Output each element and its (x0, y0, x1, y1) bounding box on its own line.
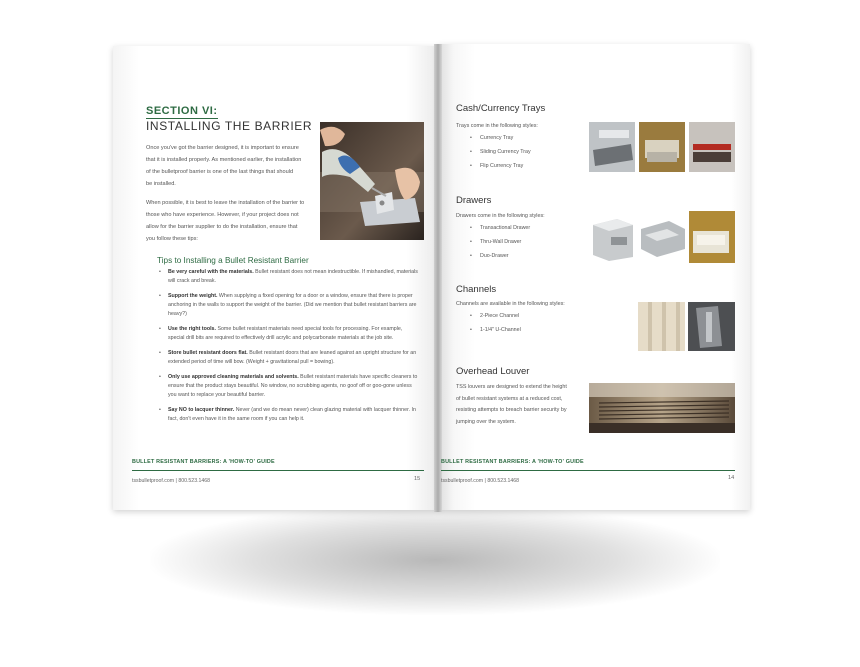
right-footer-title: BULLET RESISTANT BARRIERS: A 'HOW-TO' GUIDE (441, 459, 584, 465)
right-footer-rule (441, 470, 735, 471)
tips-title: Tips to Installing a Bullet Resistant Barrier (157, 256, 309, 265)
text-line: jumping over the system. (456, 418, 516, 425)
book-shadow (150, 505, 720, 615)
text-line: those who have experience. However, if your project does not (146, 212, 299, 218)
drawers-photos (589, 211, 735, 263)
tip-text: Bullet resistant doors that are leaned against an upright structure for an extended period of time will bow. (Weight + gravitational pull = bowing). (168, 350, 417, 365)
list-item (168, 292, 420, 319)
tip-bold: Be very careful with the materials. (168, 269, 254, 275)
louver-illustration (589, 383, 735, 433)
drawers-intro: Drawers come in the following styles: (456, 213, 545, 219)
text-line: allow for the barrier supplier to do the installation, ensure that (146, 224, 298, 230)
tip-bold: Store bullet resistant doors flat. (168, 350, 248, 356)
intro-paragraph-1 (146, 142, 316, 190)
channels-photos (638, 302, 735, 351)
list-item (168, 349, 420, 367)
tip-text: Bullet resistant does not mean indestructible. If mishandled, materials will crack and break. (168, 269, 418, 284)
left-footer-title: BULLET RESISTANT BARRIERS: A 'HOW-TO' GUIDE (132, 459, 275, 465)
list-item (168, 406, 420, 424)
louver-photo (589, 383, 735, 433)
list-item: • Duo-Drawer (480, 249, 530, 263)
heading-channels: Channels (456, 284, 497, 295)
installation-photo (320, 122, 424, 240)
text-line: of bullet resistant systems at a reduced cost, (456, 395, 563, 402)
tip-text: Never (and we do mean never) clean glazing material with lacquer thinner. In fact, don't even have it in the same room if you can help it. (168, 407, 416, 422)
list-item: • Thru-Wall Drawer (480, 235, 530, 249)
trays-illustration (589, 122, 735, 172)
text-line: resisting attempts to breach barrier security by (456, 407, 567, 413)
list-item: • Flip Currency Tray (480, 159, 531, 173)
text-line: When possible, it is best to leave the installation of the barrier to (146, 200, 305, 206)
tip-text: When supplying a fixed opening for a door or a window, ensure that there is proper anchoring in the walls to support the weight of the barrier. (Did we mention that bullet resistant barriers are heavy?) (168, 293, 417, 317)
tip-bold: Use the right tools. (168, 326, 216, 332)
section-title: INSTALLING THE BARRIER (146, 119, 313, 133)
channels-intro: Channels are available in the following styles: (456, 301, 565, 307)
list-item (168, 373, 420, 400)
tips-list (158, 268, 420, 430)
right-page-number: 14 (728, 475, 735, 481)
text-line: you follow these tips: (146, 236, 198, 242)
text-line: that it is installed properly. As mentioned earlier, the installation (146, 157, 302, 163)
trays-photos (589, 122, 735, 172)
right-footer-contact: tssbulletproof.com | 800.523.1468 (441, 478, 520, 484)
heading-trays: Cash/Currency Trays (456, 103, 546, 114)
list-item: • 1-1/4" U-Channel (480, 323, 521, 337)
heading-louver: Overhead Louver (456, 366, 530, 377)
text-line: TSS louvers are designed to extend the height (456, 384, 567, 390)
tip-bold: Only use approved cleaning materials and solvents. (168, 374, 299, 380)
heading-drawers: Drawers (456, 195, 492, 206)
channels-illustration (638, 302, 735, 351)
tip-bold: Support the weight. (168, 293, 218, 299)
section-tag: SECTION VI: (146, 105, 218, 117)
left-footer-contact: tssbulletproof.com | 800.523.1468 (132, 478, 211, 484)
trays-list (480, 131, 531, 173)
book-spine (434, 44, 442, 512)
text-line: of the bulletproof barrier is one of the last things that should (146, 169, 294, 175)
trays-intro: Trays come in the following styles: (456, 123, 538, 129)
tip-text: Bullet resistant materials have specific cleaners to ensure that the product stays beautiful. No window, no scrubbing agents, no goof off or goo-gone unless you want to replace your beautiful barrier. (168, 374, 418, 398)
list-item: • Sliding Currency Tray (480, 145, 531, 159)
channels-list (480, 309, 521, 337)
drawers-illustration (589, 211, 735, 263)
text-line: be installed. (146, 181, 176, 187)
list-item (168, 268, 420, 286)
louver-paragraph (456, 382, 586, 428)
left-page-number: 15 (414, 476, 421, 482)
list-item (168, 325, 420, 343)
tip-text: Some bullet resistant materials need special tools for processing. For example, special drill bits are required to effectively drill acrylic and polycarbonate materials at the job site. (168, 326, 403, 341)
drill-illustration (320, 122, 424, 240)
intro-paragraph-2 (146, 197, 316, 245)
list-item: • Transactional Drawer (480, 221, 530, 235)
drawers-list (480, 221, 530, 263)
list-item: • 2-Piece Channel (480, 309, 521, 323)
list-item: • Currency Tray (480, 131, 531, 145)
tip-bold: Say NO to lacquer thinner. (168, 407, 235, 413)
text-line: Once you've got the barrier designed, it is important to ensure (146, 145, 299, 151)
left-footer-rule (132, 470, 424, 471)
